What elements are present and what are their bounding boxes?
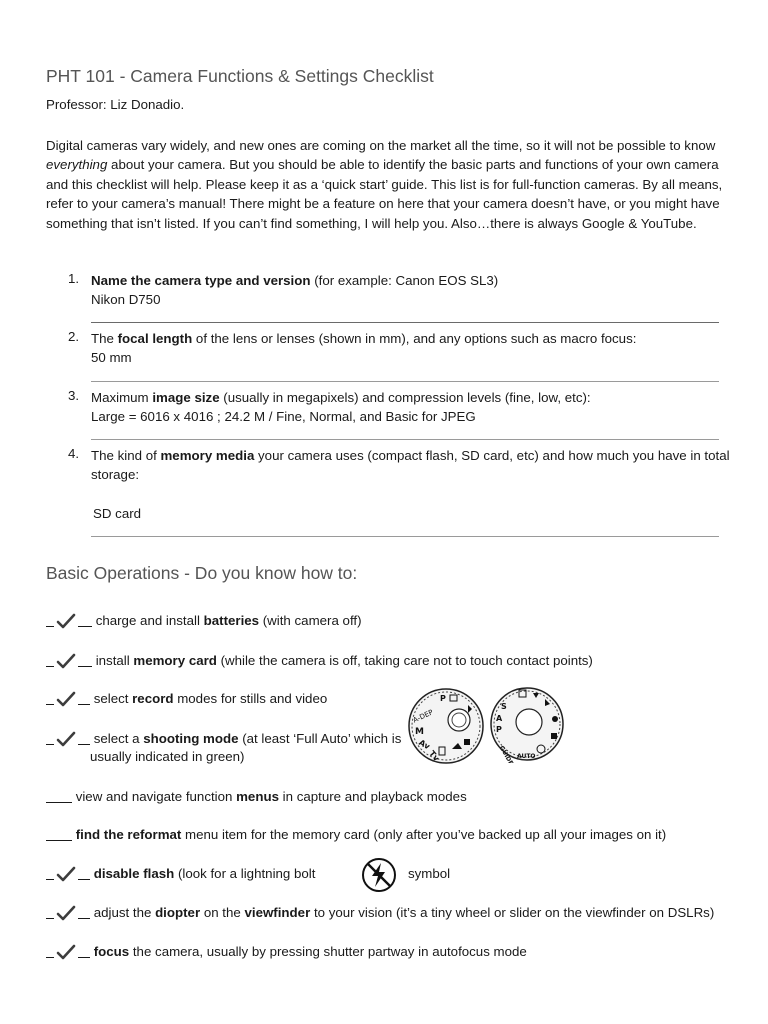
item-bold: memory media — [160, 448, 255, 463]
op-text: adjust the — [90, 905, 156, 920]
op-text: view and navigate function — [72, 789, 237, 804]
page-title: PHT 101 - Camera Functions & Settings Checklist — [46, 66, 434, 86]
item-text: The kind of — [91, 448, 161, 463]
checkmark-icon — [55, 691, 77, 707]
item-bold: image size — [152, 390, 220, 405]
op-row-shooting-mode — [46, 729, 401, 748]
answer-line — [91, 439, 719, 440]
op-row-reformat — [46, 825, 666, 844]
check-blank[interactable] — [78, 906, 90, 919]
op-text: install — [92, 653, 134, 668]
op-row-disable-flash — [46, 864, 315, 883]
op-text: the camera, usually by pressing shutter partway in autofocus mode — [129, 944, 527, 959]
dial-label: A-DEP — [411, 708, 435, 725]
checkmark-icon — [55, 653, 77, 669]
checkmark-icon — [55, 905, 77, 921]
dial-label: AUTO — [517, 753, 536, 760]
op-row-focus — [46, 942, 527, 961]
op-bold: find the reformat — [75, 827, 182, 842]
op-bold: batteries — [203, 613, 260, 628]
op-text: (look for a lightning bolt — [174, 866, 316, 881]
op-bold: diopter — [155, 905, 201, 920]
checkmark-icon — [55, 731, 77, 747]
item-text: (for example: Canon EOS SL3) — [310, 273, 499, 288]
dial-label: Av — [417, 737, 432, 752]
answer-line — [91, 322, 719, 323]
op-text: (at least ‘Full Auto’ which is — [238, 731, 402, 746]
item-number: 3. — [68, 388, 80, 403]
item-bold: focal length — [117, 331, 193, 346]
check-blank[interactable] — [46, 654, 54, 667]
item-bold: Name the camera type and version — [91, 273, 311, 288]
check-blank[interactable] — [46, 945, 54, 958]
check-blank[interactable] — [46, 867, 54, 880]
intro-text-2: about your camera. But you should be able to identify the basic parts and functions of your own camera and this checklist will help. Please keep it as a ‘quick start’ guide. This list is for full-function cameras. By all means, refer to your camera’s manual! There might be a feature on here that your camera doesn’t have, or you might have something that isn’t listed. If you can’t find something, I will help you. Also…there is always Google & YouTube. — [46, 157, 723, 231]
op-text: on the — [200, 905, 245, 920]
dial-label: GUIDE — [497, 744, 515, 763]
check-blank[interactable] — [46, 614, 54, 627]
mode-dial-icon — [406, 687, 486, 768]
item-text: (usually in megapixels) and compression levels (fine, low, etc): — [219, 390, 591, 405]
checklist-item-1 — [91, 271, 731, 310]
op-row-memory-card — [46, 651, 593, 670]
check-blank[interactable] — [46, 790, 72, 803]
answer-text[interactable]: Nikon D750 — [91, 292, 161, 308]
dial-label: A — [496, 714, 503, 723]
op-text: select — [90, 691, 133, 706]
op-text: (with camera off) — [259, 613, 362, 628]
mode-dial-icon — [489, 685, 565, 766]
op-row-record — [46, 689, 327, 708]
checklist-item-2 — [91, 329, 731, 368]
op-bold: viewfinder — [244, 905, 311, 920]
professor-line: Professor: Liz Donadio. — [46, 97, 185, 112]
check-blank[interactable] — [46, 692, 54, 705]
checkmark-icon — [55, 944, 77, 960]
check-blank[interactable] — [78, 732, 90, 745]
dial-label: P — [440, 694, 446, 703]
dial-label: S — [501, 702, 507, 711]
op-row-batteries — [46, 611, 362, 630]
checklist-item-4 — [91, 446, 731, 485]
check-blank[interactable] — [46, 732, 54, 745]
op-row-menus — [46, 787, 467, 806]
dial-label: M — [415, 727, 424, 737]
item-number: 2. — [68, 329, 80, 344]
op-bold: focus — [93, 944, 130, 959]
op-text: in capture and playback modes — [278, 789, 467, 804]
answer-line — [91, 536, 719, 537]
check-blank[interactable] — [46, 828, 72, 841]
item-text: The — [91, 331, 118, 346]
answer-text[interactable]: SD card — [93, 506, 142, 521]
intro-emphasis: everything — [46, 157, 108, 173]
op-row-diopter — [46, 903, 714, 922]
op-text: to your vision (it’s a tiny wheel or slider on the viewfinder on DSLRs) — [310, 905, 715, 920]
op-bold: record — [132, 691, 174, 706]
item-text: of the lens or lenses (shown in mm), and any options such as macro focus: — [192, 331, 637, 346]
check-blank[interactable] — [46, 906, 54, 919]
op-text: charge and install — [92, 613, 204, 628]
dial-label: P — [496, 725, 502, 734]
op-text: symbol — [408, 866, 451, 881]
answer-text[interactable]: Large = 6016 x 4016 ; 24.2 M / Fine, Normal, and Basic for JPEG — [91, 409, 476, 425]
check-blank[interactable] — [78, 654, 92, 667]
intro-text-1: Digital cameras vary widely, and new ones are coming on the market all the time, so it will not be possible to know — [46, 138, 716, 153]
section-title: Basic Operations - Do you know how to: — [46, 563, 358, 583]
item-number: 1. — [68, 271, 80, 286]
answer-line — [91, 381, 719, 382]
item-number: 4. — [68, 446, 80, 461]
intro-paragraph — [46, 136, 736, 233]
op-text: modes for stills and video — [173, 691, 328, 706]
op-text-continued: usually indicated in green) — [90, 749, 245, 764]
op-bold: disable flash — [93, 866, 175, 881]
item-text: your camera uses (compact flash, SD card, etc) and how much you have in total storage: — [91, 448, 730, 483]
check-blank[interactable] — [78, 692, 90, 705]
op-bold: menus — [236, 789, 279, 804]
checklist-item-3 — [91, 388, 731, 427]
flash-off-icon — [361, 857, 397, 896]
item-text: Maximum — [91, 390, 153, 405]
check-blank[interactable] — [78, 867, 90, 880]
checkmark-icon — [55, 613, 77, 629]
dial-label: Tv — [427, 748, 441, 763]
op-bold: shooting mode — [143, 731, 239, 746]
op-text: select a — [90, 731, 144, 746]
check-blank[interactable] — [78, 945, 90, 958]
checkmark-icon — [55, 866, 77, 882]
op-text: (while the camera is off, taking care not to touch contact points) — [216, 653, 593, 668]
op-bold: memory card — [133, 653, 217, 668]
check-blank[interactable] — [78, 614, 92, 627]
op-text: menu item for the memory card (only after you’ve backed up all your images on it) — [181, 827, 667, 842]
answer-text[interactable]: 50 mm — [91, 350, 132, 366]
